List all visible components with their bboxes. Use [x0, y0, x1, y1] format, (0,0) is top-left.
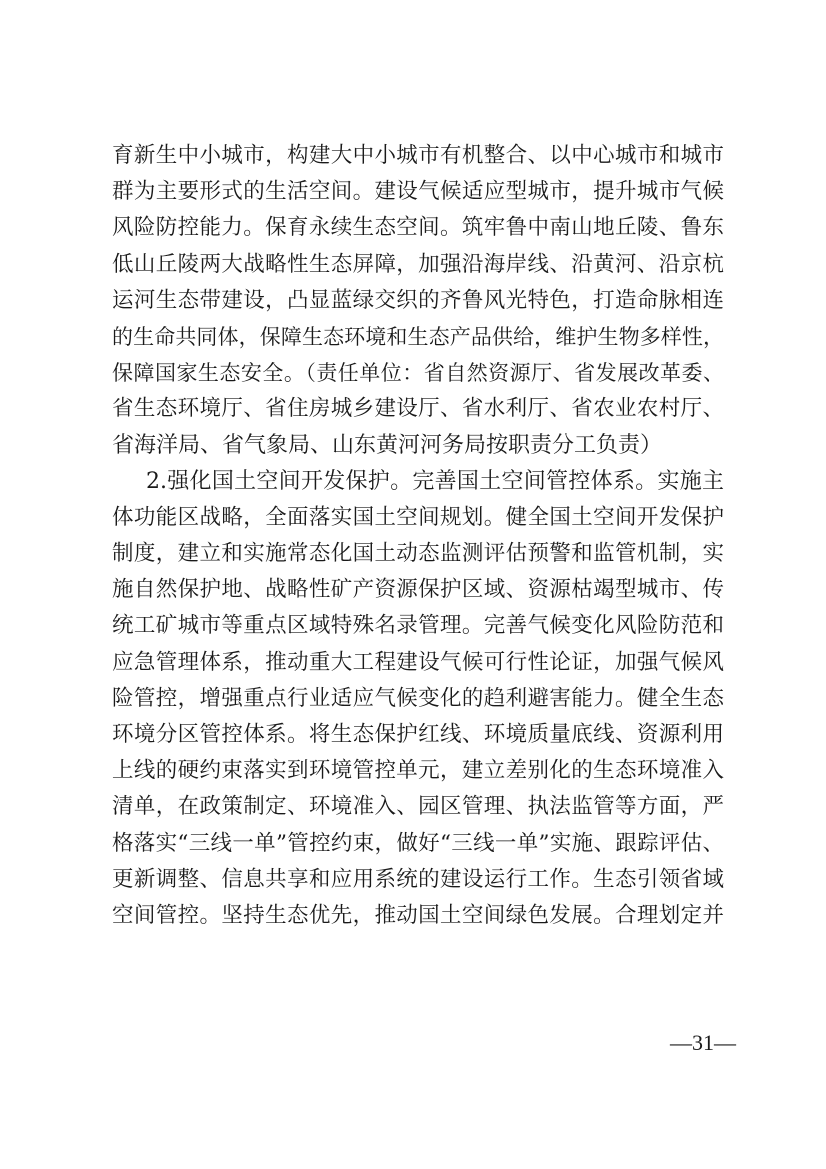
text-line: 施自然保护地、战略性矿产资源保护区域、资源枯竭型城市、传	[112, 577, 724, 603]
text-line: 更新调整、信息共享和应用系统的建设运行工作。生态引领省域	[112, 866, 724, 892]
text-line: 清单，在政策制定、环境准入、园区管理、执法监管等方面，严	[112, 794, 724, 820]
page-number: —31—	[670, 1030, 736, 1055]
text-line: 的生命共同体，保障生态环境和生态产品供给，维护生物多样性，	[112, 324, 724, 349]
text-line: 省海洋局、省气象局、山东黄河河务局按职责分工负责）	[112, 432, 663, 458]
body-text	[112, 138, 724, 934]
text-line: 制度，建立和实施常态化国土动态监测评估预警和监管机制，实	[112, 541, 724, 567]
text-line: 体功能区战略，全面落实国土空间规划。健全国土空间开发保护	[112, 504, 724, 530]
text-line: 统工矿城市等重点区域特殊名录管理。完善气候变化风险防范和	[112, 613, 724, 639]
text-line: 上线的硬约束落实到环境管控单元，建立差别化的生态环境准入	[112, 758, 724, 784]
section-heading-line: 2.强化国土空间开发保护。完善国土空间管控体系。实施主	[146, 468, 724, 494]
text-line: 格落实“三线一单”管控约束，做好“三线一单”实施、跟踪评估、	[112, 830, 724, 856]
text-line: 环境分区管控体系。将生态保护红线、环境质量底线、资源利用	[112, 722, 724, 747]
text-line: 低山丘陵两大战略性生态屏障，加强沿海岸线、沿黄河、沿京杭	[112, 251, 724, 277]
text-line: 群为主要形式的生活空间。建设气候适应型城市，提升城市气候	[112, 179, 724, 205]
text-line: 空间管控。坚持生态优先，推动国土空间绿色发展。合理划定并	[112, 902, 724, 928]
text-line: 运河生态带建设，凸显蓝绿交织的齐鲁风光特色，打造命脉相连	[112, 287, 724, 313]
text-line: 应急管理体系，推动重大工程建设气候可行性论证，加强气候风	[112, 649, 724, 675]
text-line: 风险防控能力。保育永续生态空间。筑牢鲁中南山地丘陵、鲁东	[112, 215, 724, 241]
text-line: 省生态环境厅、省住房城乡建设厅、省水利厅、省农业农村厅、	[112, 396, 724, 422]
text-line: 险管控，增强重点行业适应气候变化的趋利避害能力。健全生态	[112, 685, 724, 711]
text-line: 保障国家生态安全。（责任单位：省自然资源厅、省发展改革委、	[112, 361, 724, 386]
text-line: 育新生中小城市，构建大中小城市有机整合、以中心城市和城市	[112, 143, 724, 168]
